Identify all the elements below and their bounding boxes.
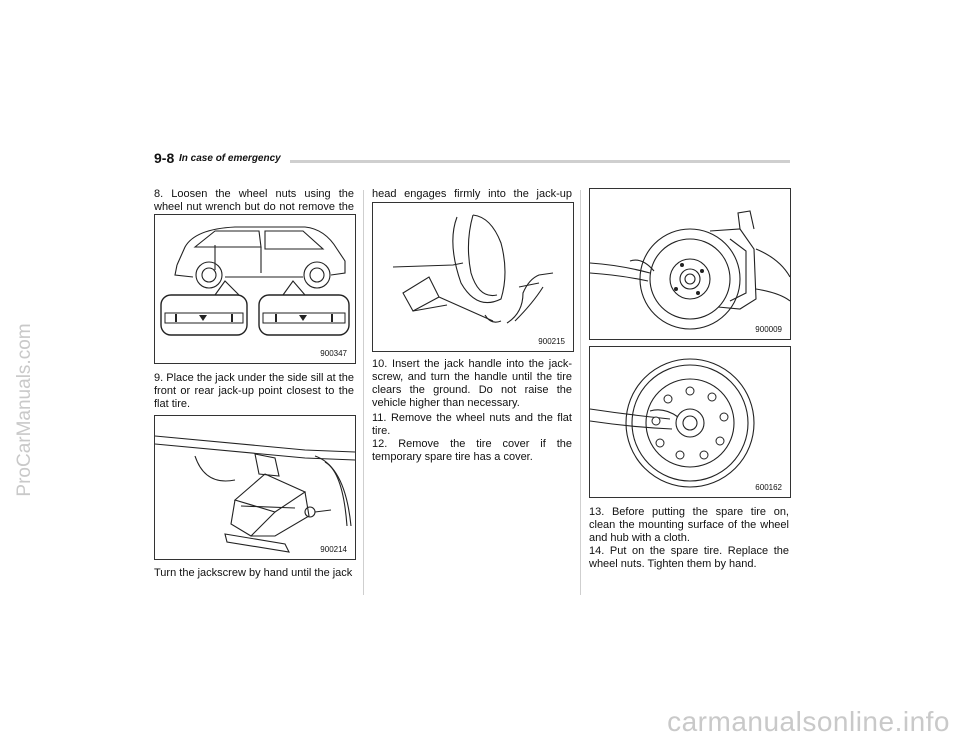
step-9-continued-text: Turn the jackscrew by hand until the jack bbox=[154, 567, 353, 579]
brake-hub-illustration bbox=[590, 189, 790, 339]
step-14-text: 14. Put on the spare tire. Replace the wheel nuts. Tighten them by hand. bbox=[589, 545, 789, 570]
figure-jack-placement bbox=[154, 415, 356, 560]
side-watermark bbox=[14, 150, 36, 670]
step-11-text: 11. Remove the wheel nuts and the flat tire. bbox=[372, 412, 572, 437]
figure-code: 600162 bbox=[755, 483, 782, 492]
figure-code: 900215 bbox=[538, 337, 565, 346]
step-13-text: 13. Before putting the spare tire on, clean the mounting surface of the wheel and hub with a cloth. bbox=[589, 506, 789, 544]
figure-code: 900214 bbox=[320, 545, 347, 554]
page-number: 9-8 bbox=[154, 150, 175, 166]
page-header bbox=[154, 150, 790, 170]
step-12-text: 12. Remove the tire cover if the temporary spare tire has a cover. bbox=[372, 438, 572, 463]
figure-spare-tire bbox=[589, 346, 791, 498]
step-8-text: 8. Loosen the wheel nuts using the wheel nut wrench but do not remove the bbox=[154, 188, 354, 213]
header-rule bbox=[290, 160, 790, 163]
car-jack-points-illustration bbox=[155, 215, 355, 363]
figure-code: 900009 bbox=[755, 325, 782, 334]
scissor-jack-illustration bbox=[155, 416, 355, 559]
step-10-text: 10. Insert the jack handle into the jack-screw, and turn the handle until the tire clears the ground. Do not raise the vehicle higher than necessary. bbox=[372, 358, 572, 409]
side-watermark-text: ProCarManuals.com bbox=[14, 323, 35, 497]
step-9-continued-text: head engages firmly into the jack-up bbox=[372, 188, 572, 200]
figure-car-wheel-nuts bbox=[154, 214, 356, 364]
bottom-watermark: carmanualsonline.info bbox=[667, 706, 950, 737]
spare-tire-illustration bbox=[590, 347, 790, 497]
column-divider bbox=[580, 190, 581, 595]
figure-jack-handle bbox=[372, 202, 574, 352]
figure-brake-hub bbox=[589, 188, 791, 340]
column-divider bbox=[363, 190, 364, 595]
figure-code: 900347 bbox=[320, 349, 347, 358]
step-9-text: 9. Place the jack under the side sill at the front or rear jack-up point closest to the flat tire. bbox=[154, 372, 354, 410]
jack-handle-illustration bbox=[373, 203, 573, 351]
section-title: In case of emergency bbox=[179, 153, 281, 164]
